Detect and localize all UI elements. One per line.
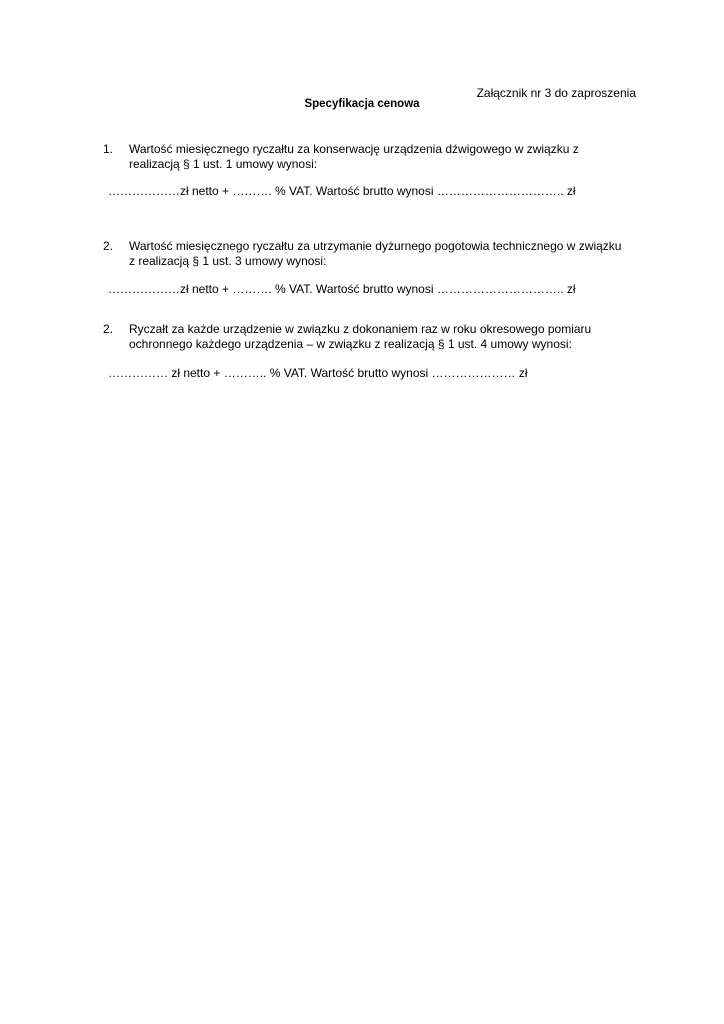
item-description xyxy=(129,142,643,172)
spec-item-1 xyxy=(103,142,643,172)
item-description-line: realizacją § 1 ust. 1 umowy wynosi: xyxy=(129,157,318,171)
price-line-1: ………………zł netto + ………. % VAT. Wartość brutto wynosi ………………………….. zł xyxy=(108,184,576,198)
item-description-line: ochronnego każdego urządzenia – w związku z realizacją § 1 ust. 4 umowy wynosi: xyxy=(129,337,572,351)
item-description-line: z realizacją § 1 ust. 3 umowy wynosi: xyxy=(129,254,327,268)
price-line-2: ………………zł netto + ………. % VAT. Wartość brutto wynosi ………………………….. zł xyxy=(108,282,576,296)
attachment-note: Załącznik nr 3 do zaproszenia xyxy=(476,86,636,100)
item-description-line: Wartość miesięcznego ryczałtu za konserwację urządzenia dźwigowego w związku z xyxy=(129,142,579,156)
item-number: 1. xyxy=(103,142,114,156)
spec-item-3 xyxy=(103,322,643,352)
item-number: 2. xyxy=(103,239,114,253)
item-number: 2. xyxy=(103,322,114,336)
document-title: Specyfikacja cenowa xyxy=(304,98,420,110)
item-description xyxy=(129,322,643,352)
item-description-line: Wartość miesięcznego ryczałtu za utrzymanie dyżurnego pogotowia technicznego w związku xyxy=(129,239,622,253)
spec-item-2 xyxy=(103,239,643,269)
item-description xyxy=(129,239,643,269)
item-description-line: Ryczałt za każde urządzenie w związku z dokonaniem raz w roku okresowego pomiaru xyxy=(129,322,592,336)
price-line-3: …………… zł netto + ……….. % VAT. Wartość brutto wynosi ………………… zł xyxy=(108,366,528,380)
